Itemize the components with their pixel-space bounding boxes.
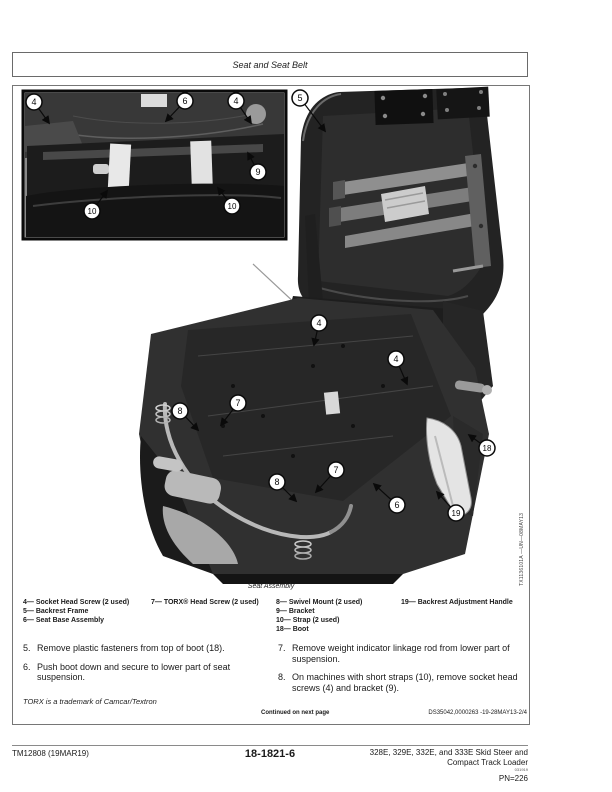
legend-column-3 — [276, 598, 362, 634]
instruction-step — [23, 643, 267, 654]
inset-photo — [23, 91, 286, 239]
svg-text:6: 6 — [394, 500, 400, 510]
step-number: 6. — [23, 661, 31, 672]
svg-text:4: 4 — [233, 96, 239, 106]
svg-text:4: 4 — [31, 97, 37, 107]
footer-rule — [12, 745, 528, 746]
parts-legend — [13, 598, 529, 640]
svg-text:18: 18 — [482, 444, 492, 453]
legend-item: 19— Backrest Adjustment Handle — [401, 599, 513, 606]
legend-item: 9— Bracket — [276, 608, 315, 615]
instruction-step — [23, 662, 267, 683]
legend-column-4 — [401, 598, 513, 607]
svg-text:10: 10 — [87, 207, 97, 216]
step-number: 8. — [278, 672, 286, 682]
footer-model-line1: 328E, 329E, 332E, and 333E Skid Steer and — [369, 748, 528, 757]
step-text: Remove weight indicator linkage rod from lower part of suspension. — [292, 643, 510, 664]
legend-item: 4— Socket Head Screw (2 used) — [23, 599, 130, 606]
step-text: Remove plastic fasteners from top of boot (18). — [37, 643, 225, 653]
legend-item: 18— Boot — [276, 626, 309, 633]
svg-text:4: 4 — [393, 354, 399, 364]
legend-column-2 — [151, 598, 259, 607]
legend-item: 6— Seat Base Assembly — [23, 617, 105, 624]
section-title: Seat and Seat Belt — [232, 59, 308, 70]
seat-figure — [13, 86, 529, 589]
svg-text:8: 8 — [274, 477, 280, 487]
svg-text:9: 9 — [255, 167, 261, 177]
legend-item: 8— Swivel Mount (2 used) — [276, 599, 363, 606]
step-number: 5. — [23, 643, 31, 653]
instructions-left — [23, 643, 267, 691]
footer-page-number: 18-1821-6 — [244, 748, 296, 760]
seat-illustration — [13, 86, 529, 589]
figure-id-label: TX1136101A —UN—08MAY13 — [519, 512, 525, 586]
legend-item: 7— TORX® Head Screw (2 used) — [151, 599, 259, 606]
legend-item: 10— Strap (2 used) — [276, 617, 340, 624]
legend-column-1 — [23, 598, 129, 625]
continued-note: Continued on next page — [261, 710, 330, 716]
svg-text:6: 6 — [182, 96, 188, 106]
backrest-graphic — [298, 87, 504, 322]
svg-text:5: 5 — [297, 93, 303, 103]
footer-print-code: 031919 — [514, 767, 528, 772]
step-number: 7. — [278, 643, 286, 653]
svg-text:7: 7 — [333, 465, 339, 475]
footer-model-block — [370, 748, 528, 784]
trademark-footnote: TORX is a trademark of Camcar/Textron — [23, 697, 157, 706]
instruction-step — [278, 672, 522, 693]
svg-text:8: 8 — [177, 406, 183, 416]
svg-text:7: 7 — [235, 398, 241, 408]
step-text: On machines with short straps (10), remove socket head screws (4) and bracket (9). — [292, 672, 518, 693]
footer-doc-number: TM12808 (19MAR19) — [12, 749, 89, 758]
content-area — [12, 85, 530, 725]
instructions-right — [278, 643, 522, 701]
svg-text:19: 19 — [451, 509, 461, 518]
page-header — [12, 52, 528, 77]
instruction-step — [278, 643, 522, 664]
footer-pn: PN=226 — [498, 774, 528, 783]
figure-caption: Seat Assembly — [247, 583, 295, 590]
step-text: Push boot down and secure to lower part of seat suspension. — [37, 661, 231, 682]
svg-text:4: 4 — [316, 318, 322, 328]
svg-text:10: 10 — [227, 202, 237, 211]
footer-model-line2: Compact Track Loader — [447, 757, 528, 767]
legend-item: 5— Backrest Frame — [23, 608, 89, 615]
doc-code: DS35042,0000263 -19-28MAY13-2/4 — [428, 710, 527, 716]
